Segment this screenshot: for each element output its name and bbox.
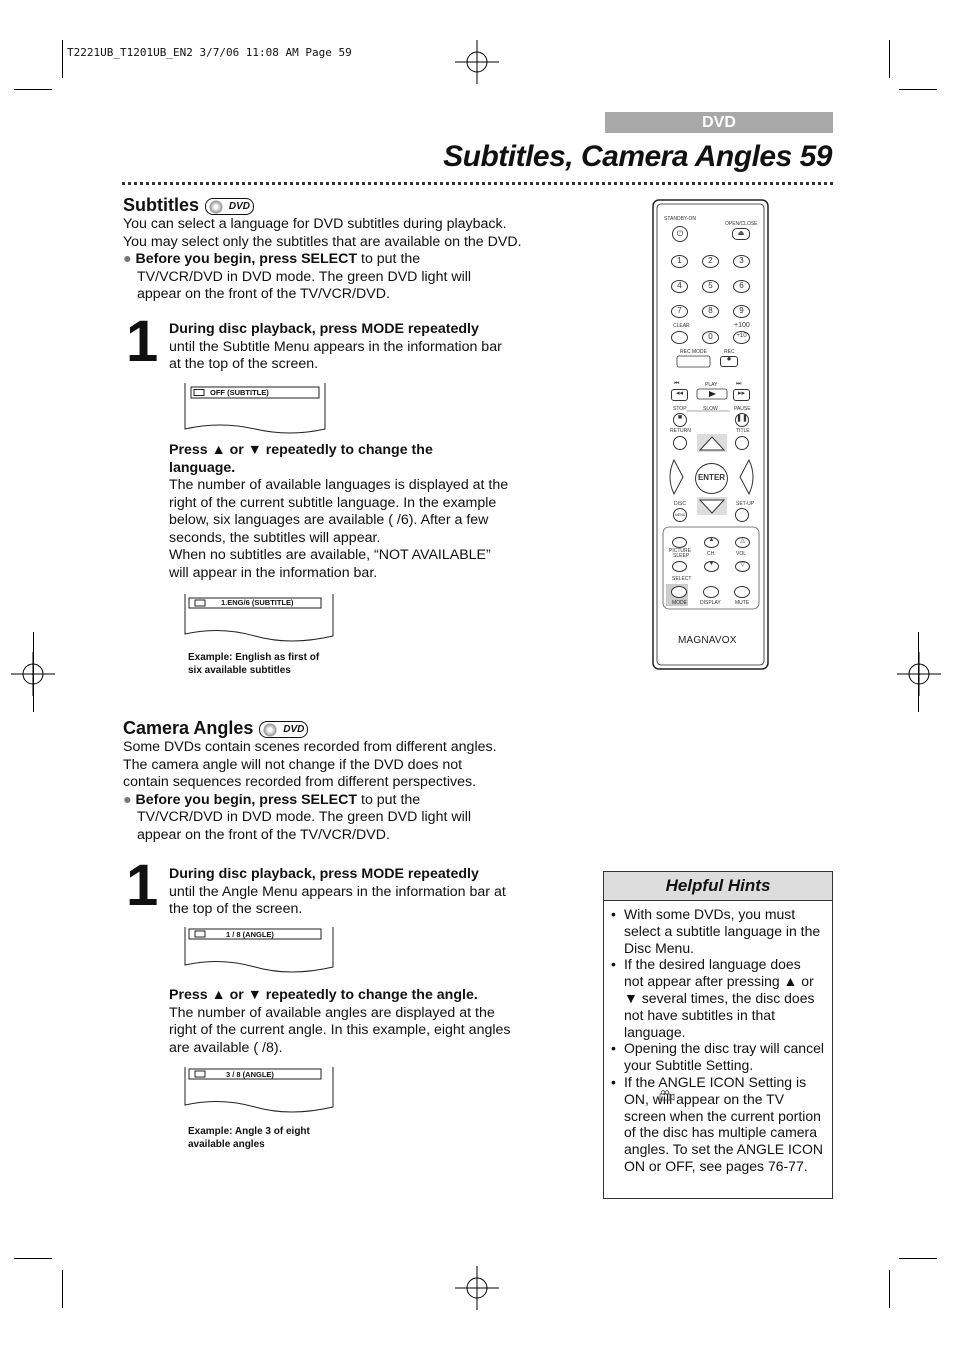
title-button[interactable] [735, 436, 749, 450]
crop-mark [62, 40, 63, 78]
left-arrow-button[interactable] [666, 460, 684, 494]
digit-label: 9 [739, 306, 744, 315]
section-tag: DVD [605, 112, 833, 133]
rewind-icon: ◂◂ [675, 390, 684, 397]
display-label: DISPLAY [700, 600, 721, 606]
subtitles-intro [123, 216, 533, 304]
angles-intro [123, 739, 533, 844]
setup-label: SET-UP [736, 501, 755, 507]
sleep-button[interactable] [672, 561, 687, 572]
crop-mark [899, 89, 937, 90]
vol-up-button[interactable] [735, 537, 750, 548]
stop-button[interactable] [673, 413, 687, 427]
crop-mark [918, 632, 919, 712]
plus100-label: +100 [734, 322, 750, 329]
digit-button[interactable] [671, 255, 688, 268]
ch-up-icon: ▲ [708, 537, 715, 543]
digit-button[interactable] [702, 331, 719, 344]
page-title: Subtitles, Camera Angles 59 [443, 140, 832, 173]
crop-mark [889, 1270, 890, 1308]
pause-button[interactable] [735, 413, 749, 427]
before-rest: to put the [357, 251, 421, 267]
openclose-label: OPEN/CLOSE [725, 221, 758, 227]
record-dot-icon: ● [726, 354, 732, 363]
angle-icon [659, 1090, 675, 1102]
caption-line: six available subtitles [188, 664, 291, 676]
menu-label: MENU [675, 513, 686, 517]
helpful-hints-box [603, 871, 833, 1199]
pause-icon: ❚❚ [736, 415, 748, 422]
picture-label: PICTURE [669, 548, 691, 554]
mute-button[interactable] [734, 586, 750, 598]
step-number: 1 [126, 309, 159, 374]
hints-title: Helpful Hints [604, 872, 832, 901]
press-line: seconds, the subtitles will appear. [169, 529, 381, 546]
picture-button[interactable] [672, 537, 687, 548]
intro-line: You may select only the subtitles that are available on the DVD. [123, 233, 522, 250]
down-arrow-button[interactable] [697, 497, 727, 515]
crop-mark [33, 632, 34, 712]
digit-button[interactable] [702, 305, 719, 318]
mute-label: MUTE [735, 600, 750, 606]
digit-label: 2 [708, 256, 713, 265]
crop-mark [14, 89, 52, 90]
standby-label: STANDBY-ON [664, 216, 696, 222]
plus10-button[interactable] [733, 331, 750, 344]
digit-label: 5 [708, 281, 713, 290]
mode-button[interactable] [671, 586, 687, 598]
power-button[interactable] [672, 226, 688, 242]
caption-line: Example: English as first of [188, 652, 320, 663]
vol-label: VOL [736, 551, 747, 557]
dvd-disc-icon: DVD [205, 198, 254, 215]
digit-label: 6 [739, 281, 744, 290]
disc-label: DISC [674, 501, 686, 507]
rec-button[interactable] [720, 356, 738, 367]
hint-item: • Opening the disc tray will cancel your Subtitle Setting. [624, 1040, 824, 1074]
step-line: at the top of the screen. [169, 356, 319, 372]
before-line: TV/VCR/DVD in DVD mode. The green DVD light will [137, 809, 472, 825]
digit-button[interactable] [702, 280, 719, 293]
press-line: will appear in the information bar. [169, 564, 378, 581]
screen-subtitle-off: OFF (SUBTITLE) [210, 388, 269, 397]
hints-list [604, 901, 832, 1175]
digit-button[interactable] [671, 280, 688, 293]
intro-line: contain sequences recorded from different perspectives. [123, 774, 477, 790]
remote-control [652, 199, 769, 670]
before-bold: Before you begin, press SELECT [135, 251, 358, 267]
intro-line: The camera angle will not change if the DVD does not [123, 756, 463, 773]
subtitles-heading-text: Subtitles [123, 195, 200, 215]
screen-subtitle-value: 1.ENG/6 [221, 598, 250, 607]
subtitles-step1 [169, 321, 529, 374]
hint-item: • If the desired language does not appear after pressing ▲ or ▼ several times, the disc does not have subtitles in that language. [624, 956, 824, 1040]
enter-label: ENTER [697, 473, 726, 482]
crop-mark [14, 1258, 52, 1259]
screen-subtitle-eng [221, 598, 294, 607]
ffwd-icon: ▸▸ [737, 390, 746, 397]
right-arrow-button[interactable] [739, 460, 757, 494]
angles-heading [123, 718, 308, 739]
power-icon: ⏻ [676, 229, 684, 238]
registration-mark-right [897, 652, 941, 696]
before-line: appear on the front of the TV/VCR/DVD. [137, 286, 390, 302]
crop-mark [899, 1258, 937, 1259]
step-bold: During disc playback, press MODE repeatedly [169, 866, 479, 882]
screen-angle-1: 1 / 8 (ANGLE) [226, 930, 274, 939]
digit-label: 8 [708, 306, 713, 315]
angles-press [169, 987, 529, 1057]
open-close-button[interactable] [732, 228, 750, 240]
skip-forward-icon: ⏭ [736, 381, 742, 387]
angles-caption [188, 1126, 310, 1151]
digit-button[interactable] [733, 305, 750, 318]
hint-item: • If the ANGLE ICON Setting is ON, will appear on the TV screen when the current portion of the disc has multiple camera angles. To set the ANGLE ICON ON or OFF, see pages 76-77. [624, 1074, 824, 1175]
ch-down-icon: ▼ [708, 561, 715, 567]
screen-subtitle-label: (SUBTITLE) [251, 598, 294, 607]
crop-mark [889, 40, 890, 78]
hint-item: • With some DVDs, you must select a subtitle language in the Disc Menu. [624, 906, 824, 956]
clear-button[interactable] [671, 331, 688, 344]
registration-mark-top [455, 40, 499, 84]
caption-line: Example: Angle 3 of eight [188, 1126, 310, 1137]
title-label: TITLE [736, 428, 750, 434]
recmode-label: REC MODE [680, 349, 707, 355]
press-line: right of the current subtitle language. In the example [169, 494, 497, 511]
digit-label: 7 [677, 306, 682, 315]
digit-button[interactable] [671, 305, 688, 318]
before-you-begin [123, 792, 533, 810]
step-line: the top of the screen. [169, 901, 303, 917]
press-line: right of the current angle. In this example, eight angles [169, 1022, 511, 1038]
bullet-icon: ● [123, 791, 132, 808]
digit-label: 0 [708, 332, 713, 341]
digit-button[interactable] [733, 255, 750, 268]
digit-label: 1 [677, 256, 682, 265]
rec-label: REC [724, 349, 735, 355]
return-label: RETURN [670, 428, 691, 434]
return-button[interactable] [673, 436, 687, 450]
angles-step1 [169, 866, 529, 919]
bullet-icon: ● [123, 251, 132, 267]
subtitles-caption [188, 652, 319, 677]
brand-logo: MAGNAVOX [678, 635, 737, 646]
ch-up-button[interactable] [704, 537, 719, 548]
play-button[interactable] [697, 389, 727, 399]
caption-line: available angles [188, 1138, 265, 1150]
digit-label: 4 [677, 281, 682, 290]
before-you-begin [123, 251, 533, 269]
press-line: The number of available languages is displayed at the [169, 477, 509, 493]
play-label: PLAY [705, 382, 718, 388]
up-arrow-button[interactable] [697, 434, 727, 452]
pause-label: PAUSE [734, 406, 751, 412]
vol-down-button[interactable] [735, 561, 750, 572]
press-bold: Press ▲ or ▼ repeatedly to change the [169, 442, 433, 458]
stop-label: STOP [673, 406, 687, 412]
dvd-disc-icon: DVD [259, 721, 308, 738]
vol-up-icon: △ [740, 538, 745, 544]
digit-button[interactable] [702, 255, 719, 268]
before-line: TV/VCR/DVD in DVD mode. The green DVD light will [137, 268, 472, 285]
plus10-label: +10 [736, 333, 747, 339]
angles-heading-text: Camera Angles [123, 718, 254, 738]
vol-down-icon: ▽ [740, 562, 745, 568]
step-bold: During disc playback, press MODE repeatedly [169, 321, 479, 337]
crop-mark [62, 1270, 63, 1308]
press-bold: language. [169, 459, 236, 476]
ch-label: CH. [707, 551, 716, 557]
press-line: below, six languages are available ( /6). After a few [169, 512, 489, 528]
ch-down-button[interactable] [704, 561, 719, 572]
ffwd-button[interactable] [733, 389, 750, 401]
before-line: appear on the front of the TV/VCR/DVD. [137, 826, 390, 843]
stop-icon: ■ [677, 414, 683, 421]
slow-label: SLOW [703, 406, 718, 412]
sleep-label: SLEEP [673, 553, 690, 559]
before-rest: to put the [357, 791, 421, 808]
registration-mark-bottom [455, 1266, 499, 1310]
press-line: When no subtitles are available, “NOT AVAILABLE” [169, 547, 491, 563]
step-number: 1 [126, 853, 159, 918]
before-bold: Before you begin, press SELECT [135, 791, 358, 808]
enter-button[interactable] [695, 463, 728, 494]
setup-button[interactable] [735, 508, 749, 522]
intro-line: Some DVDs contain scenes recorded from different angles. [123, 739, 497, 755]
disc-menu-button[interactable] [673, 508, 687, 522]
rewind-button[interactable] [671, 389, 688, 401]
intro-line: You can select a language for DVD subtitles during playback. [123, 216, 507, 232]
press-bold: Press ▲ or ▼ repeatedly to change the angle. [169, 987, 478, 1003]
select-label: SELECT [672, 576, 692, 582]
print-header: T2221UB_T1201UB_EN2 3/7/06 11:08 AM Page 59 [67, 46, 352, 59]
clear-label: CLEAR [673, 323, 690, 329]
step-line: until the Angle Menu appears in the information bar at [169, 883, 506, 900]
display-button[interactable] [703, 586, 719, 598]
eject-icon: ⏏ [737, 230, 745, 237]
press-line: The number of available angles are displayed at the [169, 1004, 495, 1021]
digit-button[interactable] [733, 280, 750, 293]
step-line: until the Subtitle Menu appears in the information bar [169, 338, 502, 355]
press-line: are available ( /8). [169, 1039, 283, 1056]
mode-label: MODE [672, 600, 687, 606]
screen-angle-3: 3 / 8 (ANGLE) [226, 1070, 274, 1079]
skip-back-icon: ⏮ [674, 381, 680, 387]
dotted-divider [122, 182, 833, 185]
subtitles-heading [123, 195, 254, 216]
digit-label: 3 [739, 256, 744, 265]
subtitles-press [169, 442, 529, 582]
